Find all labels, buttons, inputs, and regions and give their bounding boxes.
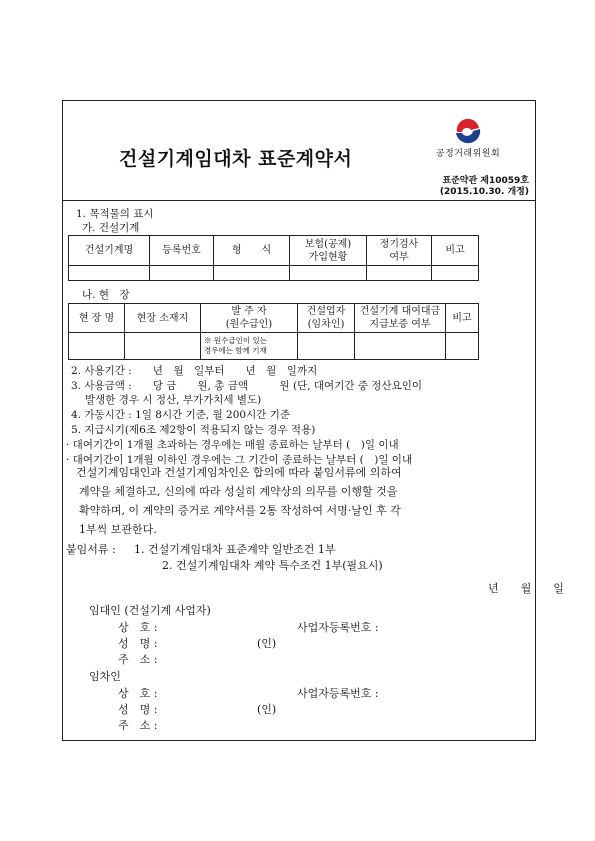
agreement-line-3: 확약하며, 이 계약의 증거로 계약서를 2통 작성하여 서명·날인 후 각 — [79, 504, 401, 517]
equipment-cell[interactable] — [69, 266, 150, 281]
attachment-2: 2. 건설기계임대차 계약 특수조건 1부(필요시) — [162, 559, 383, 572]
equipment-header-model: 형 식 — [214, 236, 290, 266]
equipment-header-regno: 등록번호 — [150, 236, 214, 266]
equipment-cell[interactable] — [290, 266, 367, 281]
client-note-text: ※ 원수급인이 있는 경우에는 함께 기재 — [204, 336, 267, 355]
equipment-table — [68, 235, 479, 281]
standard-number — [440, 176, 529, 198]
lessee-seal: (인) — [257, 703, 277, 716]
lessor-seal: (인) — [257, 637, 277, 650]
agency-name: 공정거래위원회 — [435, 149, 501, 159]
lessee-name-label: 성 명 : — [118, 703, 158, 716]
lessor-name-label: 성 명 : — [118, 637, 158, 650]
site-cell[interactable] — [69, 333, 125, 360]
equipment-header-inspection: 정기검사 여부 — [367, 236, 432, 266]
lessor-heading: 임대인 (건설기계 사업자) — [89, 604, 211, 617]
site-table — [68, 303, 479, 360]
site-header-location: 현장 소재지 — [125, 304, 201, 333]
attachments-label: 붙임서류 : — [66, 543, 116, 556]
payment-timing-under-month: · 대여기간이 1개월 이하인 경우에는 그 기간이 종료하는 날부터 ( )일 이내 — [66, 454, 413, 466]
agreement-line-1: 건설기계임대인과 건설기계임차인은 합의에 따라 붙임서류에 의하여 — [76, 466, 402, 479]
agency-logo — [408, 118, 528, 159]
attachment-1: 1. 건설기계임대차 표준계약 일반조건 1부 — [134, 543, 336, 556]
subheading-equipment: 가. 건설기계 — [82, 222, 140, 234]
agency-emblem-icon — [453, 118, 483, 144]
operating-hours: 4. 가동시간 : 1일 8시간 기준, 월 200시간 기준 — [71, 409, 290, 421]
equipment-cell[interactable] — [432, 266, 479, 281]
site-cell[interactable] — [125, 333, 201, 360]
lessee-trade-label: 상 호 : — [118, 687, 158, 700]
agreement-line-4: 1부씩 보관한다. — [79, 523, 157, 536]
site-cell[interactable] — [355, 333, 446, 360]
document-title: 건설기계임대차 표준계약서 — [119, 148, 353, 170]
payment-timing-over-month: · 대여기간이 1개월 초과하는 경우에는 매월 종료하는 날부터 ( )일 이내 — [66, 439, 399, 451]
lessor-address-label: 주 소 : — [118, 653, 158, 666]
standard-number-line: 표준약관 제10059호 — [442, 176, 529, 186]
site-cell[interactable] — [446, 333, 479, 360]
site-header-contractor: 건설업자 (임차인) — [298, 304, 355, 333]
contract-date: 년 월 일 — [488, 582, 564, 595]
equipment-cell[interactable] — [150, 266, 214, 281]
equipment-cell[interactable] — [367, 266, 432, 281]
agreement-line-2: 계약을 체결하고, 신의에 따라 성실히 계약상의 의무를 이행할 것을 — [79, 485, 398, 498]
site-header-guarantee: 건설기계 대여대금 지급보증 여부 — [355, 304, 446, 333]
subheading-site: 나. 현 장 — [82, 289, 130, 301]
lessee-bizno-label: 사업자등록번호 : — [297, 687, 379, 700]
standard-revision-line: (2015.10.30. 개정) — [439, 187, 529, 197]
lessor-trade-label: 상 호 : — [118, 621, 158, 634]
lessee-heading: 임차인 — [89, 670, 121, 683]
usage-amount-cont: 발생한 경우 시 정산, 부가가치세 별도) — [85, 394, 262, 406]
usage-amount: 3. 사용금액 : 당 금 원, 총 금액 원 (단, 대여기간 중 정산요인이 — [71, 380, 423, 392]
site-header-name: 현 장 명 — [69, 304, 125, 333]
site-client-note — [201, 333, 298, 360]
site-header-remarks: 비고 — [446, 304, 479, 333]
header-divider — [62, 200, 536, 201]
payment-timing: 5. 지급시기(제6조 제2항이 적용되지 않는 경우 적용) — [71, 424, 316, 436]
equipment-cell[interactable] — [214, 266, 290, 281]
equipment-header-name: 건설기계명 — [69, 236, 150, 266]
site-cell[interactable] — [298, 333, 355, 360]
equipment-header-insurance: 보험(공제) 가입현황 — [290, 236, 367, 266]
section-heading-object: 1. 목적물의 표시 — [76, 208, 154, 220]
usage-period: 2. 사용기간 : 년 월 일부터 년 월 일까지 — [71, 365, 318, 377]
lessee-address-label: 주 소 : — [118, 719, 158, 732]
equipment-header-remarks: 비고 — [432, 236, 479, 266]
lessor-bizno-label: 사업자등록번호 : — [297, 621, 379, 634]
site-header-client: 발 주 자 (원수급인) — [201, 304, 298, 333]
